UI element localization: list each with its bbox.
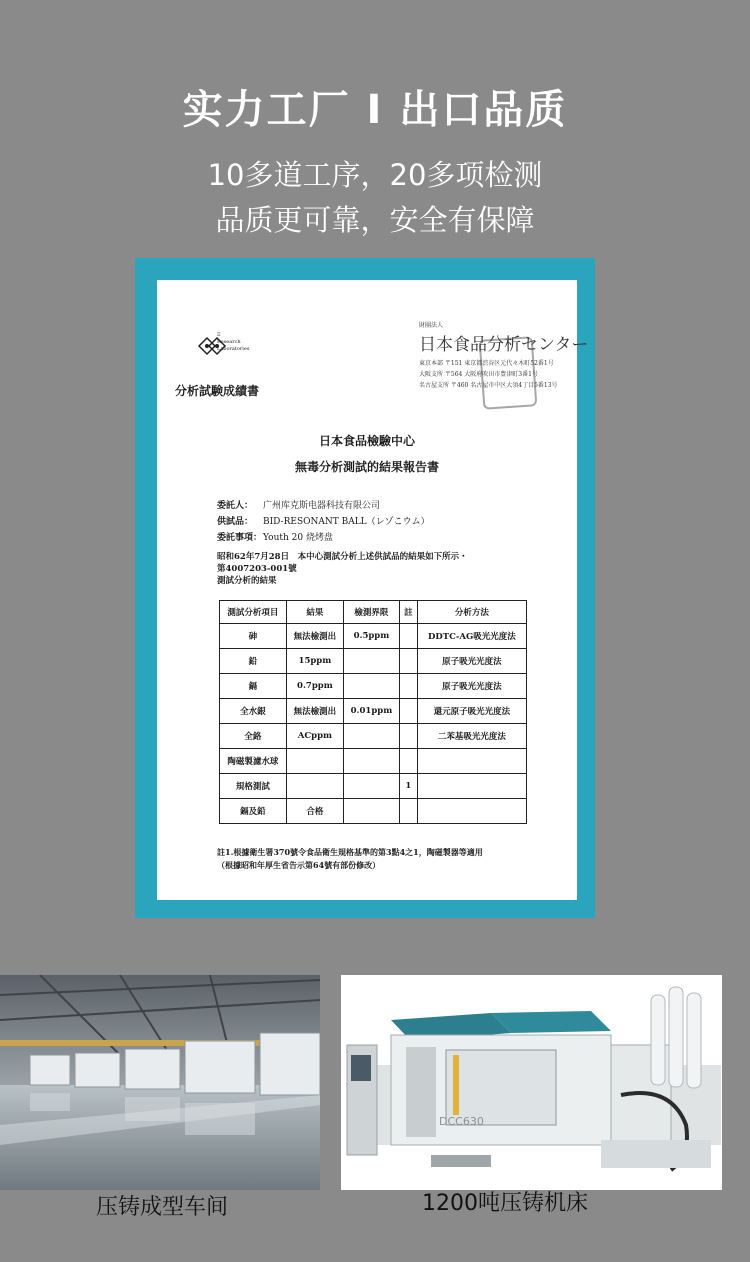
seal-stamp-icon [479, 336, 538, 410]
table-header: 註 [399, 601, 417, 624]
machine-model-label: DCC630 [439, 1115, 484, 1128]
headline: 实力工厂 I 出口品质 [182, 87, 568, 133]
subtitle-process: 10多道工序，20多项检测 [207, 158, 543, 192]
table-row: 鉛 15ppm 原子吸光光度法 [220, 649, 527, 674]
table-header: 結果 [286, 601, 343, 624]
table-header: 分析方法 [417, 601, 526, 624]
intro-line: 昭和62年7月28日 本中心測試分析上述供試品的結果如下所示・ [217, 552, 468, 562]
results-heading: 測試分析的結果 [217, 576, 277, 586]
report-number: 第4007203-001號 [217, 564, 297, 574]
table-row: 鎘及鉛 合格 [220, 799, 527, 824]
certificate-frame [135, 258, 595, 918]
caption-machine: 1200吨压铸机床 [422, 1191, 588, 1216]
report-title: 無毒分析測試的結果報告書 [294, 460, 439, 474]
certificate-document [157, 280, 589, 900]
lab-logo-text: Ξ Research Laboratories [217, 332, 250, 352]
subtitle-quality: 品质更可靠，安全有保障 [215, 203, 535, 237]
factory-workshop-photo [0, 975, 320, 1190]
results-table [219, 600, 527, 824]
table-header: 檢測界限 [343, 601, 399, 624]
footnote: 註1.根據衛生署370號令食品衛生規格基準的第3點4之1，陶磁製器等適用 （根據昭和年厚生省告示第64號有部份修改） [217, 847, 483, 870]
table-row: 全鉻 ACppm 二苯基吸光光度法 [220, 724, 527, 749]
document-title: 分析試験成績書 [175, 384, 260, 398]
field-sample: 供試品： BID-RESONANT BALL（レゾこウム） [217, 517, 430, 527]
issuer-stamp: 財團法人 日本食品分析センター 東京本部 〒151 東京都渋谷区元代々木町52番1号 大阪支所 〒564 大阪府吹田市豊津町3番1号 名古屋支所 〒460 名古屋市中区大須4丁目5番13号 [419, 320, 599, 410]
die-casting-machine-photo [341, 975, 722, 1190]
table-header: 測試分析項目 [220, 601, 287, 624]
table-row: 陶磁製濾水球 [220, 749, 527, 774]
table-row: 規格測試 1 [220, 774, 527, 799]
table-row: 全水銀 無法檢測出 0.01ppm 還元原子吸光光度法 [220, 699, 527, 724]
field-matter: 委託事項：Youth 20 烧烤盘 [217, 533, 333, 543]
field-client: 委託人： 广州库克斯电器科技有限公司 [217, 501, 381, 511]
center-title: 日本食品檢驗中心 [318, 434, 415, 448]
caption-workshop: 压铸成型车间 [96, 1195, 229, 1220]
table-row: 砷 無法檢測出 0.5ppm DDTC-AG吸光光度法 [220, 624, 527, 649]
table-header-row [220, 601, 527, 624]
table-row: 鎘 0.7ppm 原子吸光光度法 [220, 674, 527, 699]
